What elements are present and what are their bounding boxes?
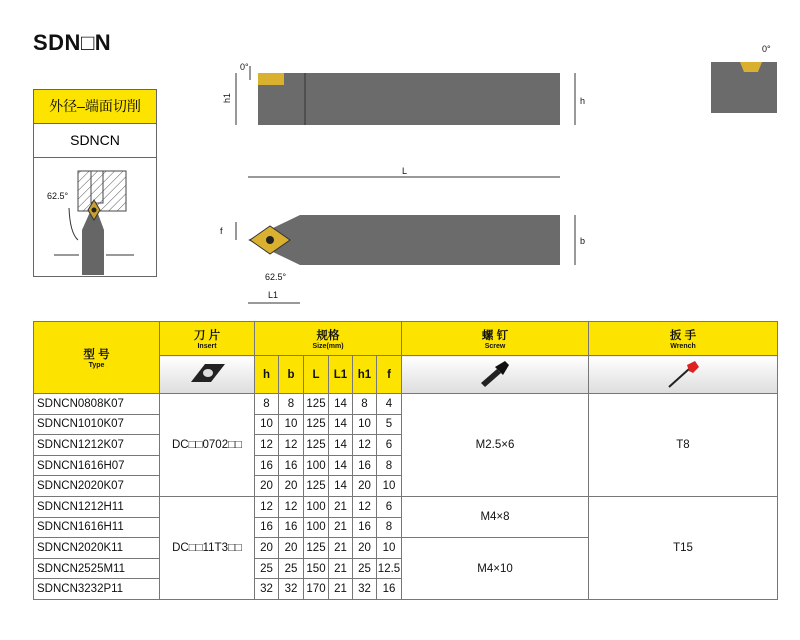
type-cell: SDNCN3232P11 (34, 579, 160, 600)
size-cell: 10 (353, 414, 377, 435)
size-cell: 21 (329, 538, 353, 559)
type-cell: SDNCN1212H11 (34, 496, 160, 517)
screw-cell: M2.5×6 (402, 394, 589, 497)
size-cell: 16 (279, 455, 304, 476)
h-label: h (580, 96, 586, 106)
size-cell: 20 (255, 538, 279, 559)
size-cell: 8 (255, 394, 279, 415)
size-cell: 12 (279, 435, 304, 456)
size-cell: 170 (304, 579, 329, 600)
size-cell: 16 (377, 579, 402, 600)
size-cell: 16 (279, 517, 304, 538)
insert-header: 刀 片 Insert (160, 322, 255, 356)
size-cell: 25 (279, 558, 304, 579)
size-cell: 32 (353, 579, 377, 600)
type-cell: SDNCN1616H07 (34, 455, 160, 476)
tool-body-side (300, 215, 560, 265)
size-cell: 10 (255, 414, 279, 435)
size-cell: 32 (255, 579, 279, 600)
type-cell: SDNCN1212K07 (34, 435, 160, 456)
size-cell: 12 (255, 496, 279, 517)
col-h: h (255, 356, 279, 394)
size-cell: 12 (353, 435, 377, 456)
b-label: b (580, 236, 586, 246)
table-row (34, 496, 778, 517)
size-cell: 150 (304, 558, 329, 579)
size-cell: 20 (255, 476, 279, 497)
type-cell: SDNCN1010K07 (34, 414, 160, 435)
type-cell: SDNCN0808K07 (34, 394, 160, 415)
size-cell: 10 (377, 538, 402, 559)
size-cell: 32 (279, 579, 304, 600)
size-cell: 21 (329, 496, 353, 517)
type-header: 型 号 Type (34, 322, 160, 394)
col-L: L (304, 356, 329, 394)
size-cell: 12 (353, 496, 377, 517)
screw-cell: M4×8 (402, 496, 589, 537)
size-cell: 14 (329, 455, 353, 476)
size-cell: 8 (279, 394, 304, 415)
size-cell: 14 (329, 435, 353, 456)
size-cell: 4 (377, 394, 402, 415)
size-cell: 8 (353, 394, 377, 415)
L-label: L (402, 166, 408, 176)
operation-category: 外径–端面切削 (34, 90, 156, 124)
angle-top-label: 0° (240, 62, 249, 72)
size-cell: 100 (304, 517, 329, 538)
table-row (34, 394, 778, 415)
size-cell: 125 (304, 435, 329, 456)
angle-side-label: 62.5° (265, 272, 287, 282)
type-cell: SDNCN2020K07 (34, 476, 160, 497)
size-cell: 16 (255, 455, 279, 476)
size-header: 规格 Size(mm) (255, 322, 402, 356)
wrench-cell: T15 (589, 496, 778, 599)
size-cell: 12 (255, 435, 279, 456)
type-cell: SDNCN1616H11 (34, 517, 160, 538)
screw-cell: M4×10 (402, 538, 589, 600)
size-cell: 16 (353, 455, 377, 476)
page-title: SDN□N (33, 30, 112, 55)
insert-cell: DC□□0702□□ (160, 394, 255, 497)
size-cell: 10 (377, 476, 402, 497)
size-cell: 25 (255, 558, 279, 579)
size-cell: 8 (377, 517, 402, 538)
size-cell: 14 (329, 394, 353, 415)
angle-label: 62.5° (47, 191, 69, 201)
screw-header: 螺 钉 Screw (402, 322, 589, 356)
size-cell: 5 (377, 414, 402, 435)
tool-body-top (258, 73, 560, 125)
col-f: f (377, 356, 402, 394)
size-cell: 25 (353, 558, 377, 579)
size-cell: 125 (304, 394, 329, 415)
angle-end-label: 0° (762, 44, 771, 54)
operation-model: SDNCN (34, 124, 156, 158)
size-cell: 16 (353, 517, 377, 538)
wrench-cell: T8 (589, 394, 778, 497)
size-cell: 12.5 (377, 558, 402, 579)
size-cell: 20 (279, 476, 304, 497)
size-cell: 20 (353, 476, 377, 497)
size-cell: 21 (329, 579, 353, 600)
size-cell: 20 (353, 538, 377, 559)
col-b: b (279, 356, 304, 394)
size-cell: 21 (329, 517, 353, 538)
size-cell: 6 (377, 435, 402, 456)
size-cell: 6 (377, 496, 402, 517)
insert-cell: DC□□11T3□□ (160, 496, 255, 599)
size-cell: 100 (304, 455, 329, 476)
wrench-header: 扳 手 Wrench (589, 322, 778, 356)
spec-table (33, 321, 778, 600)
col-L1: L1 (329, 356, 353, 394)
f-label: f (220, 226, 223, 236)
col-h1: h1 (353, 356, 377, 394)
size-cell: 21 (329, 558, 353, 579)
size-cell: 8 (377, 455, 402, 476)
size-cell: 14 (329, 476, 353, 497)
L1-label: L1 (268, 290, 279, 300)
insert-image (160, 356, 255, 394)
type-cell: SDNCN2525M11 (34, 558, 160, 579)
wrench-image (589, 356, 778, 394)
size-cell: 16 (255, 517, 279, 538)
screw-image (402, 356, 589, 394)
type-cell: SDNCN2020K11 (34, 538, 160, 559)
size-cell: 20 (279, 538, 304, 559)
size-cell: 125 (304, 538, 329, 559)
size-cell: 14 (329, 414, 353, 435)
insert-top (258, 73, 284, 85)
h1-label: h1 (222, 92, 232, 103)
size-cell: 125 (304, 414, 329, 435)
size-cell: 100 (304, 496, 329, 517)
size-cell: 10 (279, 414, 304, 435)
size-cell: 125 (304, 476, 329, 497)
size-cell: 12 (279, 496, 304, 517)
